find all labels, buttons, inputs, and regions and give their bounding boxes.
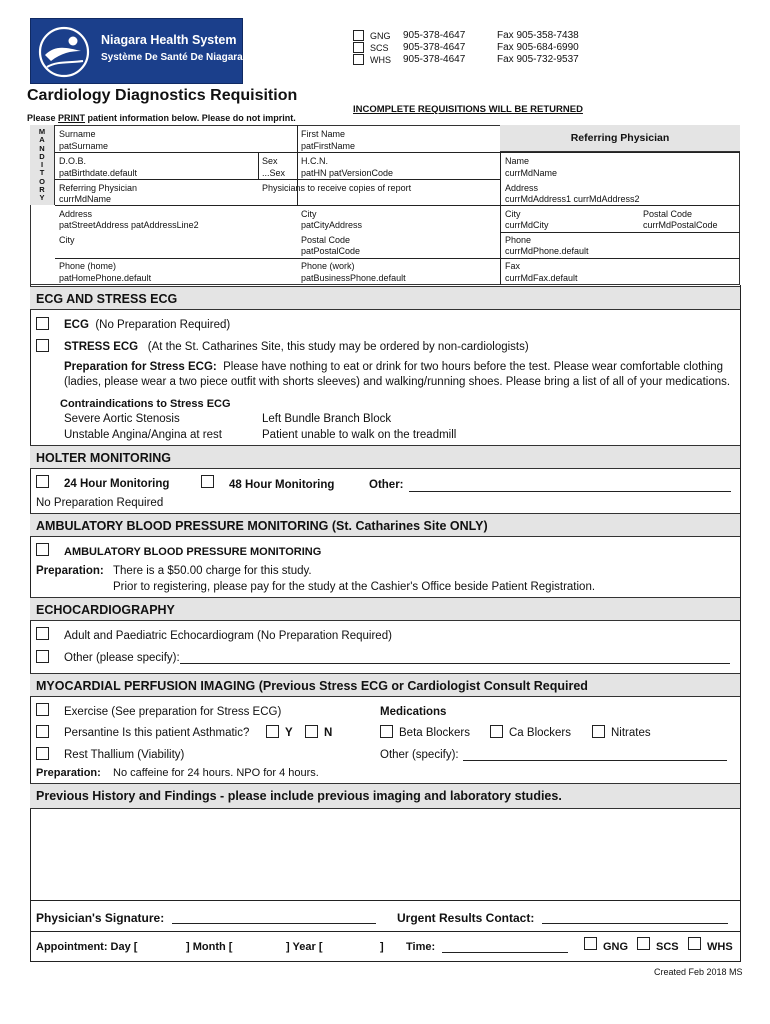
nhs-logo <box>30 18 243 84</box>
sex-field[interactable]: ...Sex <box>262 168 286 178</box>
holter-24-label: 24 Hour Monitoring <box>64 478 170 490</box>
abpm-section-header <box>30 513 740 537</box>
appointment-day-label: Appointment: Day [ <box>36 941 138 953</box>
site-code: SCS <box>370 43 389 53</box>
mpi-persantine-label: Persantine Is this patient Asthmatic? <box>64 727 250 739</box>
footer-whs-checkbox[interactable] <box>688 937 701 950</box>
mpi-exercise-label: Exercise (See preparation for Stress ECG) <box>64 706 282 718</box>
hcn-label: H.C.N. <box>301 156 328 166</box>
mandatory-letter: Y <box>39 193 45 203</box>
ca-blockers-checkbox[interactable] <box>490 725 503 738</box>
abpm-option-label: AMBULATORY BLOOD PRESSURE MONITORING <box>64 546 322 558</box>
appointment-year-label: ] Year [ <box>286 941 323 953</box>
print-notice-pre: Please <box>27 113 59 123</box>
appointment-year-input[interactable] <box>338 938 378 954</box>
city-label: City <box>301 209 317 219</box>
mandatory-letter: O <box>39 176 45 186</box>
footer-scs-checkbox[interactable] <box>637 937 650 950</box>
site-code: GNG <box>370 31 391 41</box>
nitrates-label: Nitrates <box>611 727 651 739</box>
stress-option-rest: (At the St. Catharines Site, this study may be ordered by non-cardiologists) <box>147 341 529 353</box>
holter-24-checkbox[interactable] <box>36 475 49 488</box>
hcn-field[interactable]: patHN patVersionCode <box>301 168 394 178</box>
address-label: Address <box>59 209 93 219</box>
surname-field[interactable]: patSurname <box>59 141 109 151</box>
mpi-section-header <box>30 673 740 697</box>
stress-prep-line1 <box>64 360 723 374</box>
stress-ecg-option <box>64 340 529 354</box>
mpi-exercise-checkbox[interactable] <box>36 703 49 716</box>
stress-prep-line2: (ladies, please wear a two piece outfit with shorts sleeves) and walking/running shoes. Please bring a list of all of your medications. <box>64 376 731 388</box>
address-field[interactable]: patStreetAddress patAddressLine2 <box>59 220 199 230</box>
stress-option-bold: STRESS ECG <box>64 341 139 353</box>
appointment-year-close: ] <box>380 941 384 953</box>
holter-section-title: HOLTER MONITORING <box>36 451 171 465</box>
ecg-option-rest: (No Preparation Required) <box>95 319 231 331</box>
mpi-thallium-label: Rest Thallium (Viability) <box>64 749 185 761</box>
referring-header-text: Referring Physician <box>570 132 670 144</box>
echo-section-header <box>30 597 740 621</box>
mandatory-letter: N <box>39 143 45 153</box>
stress-prep-bold: Preparation for Stress ECG: <box>64 361 217 373</box>
site-code: WHS <box>370 55 391 65</box>
print-notice-post: patient information below. Please do not imprint. <box>85 113 296 123</box>
appointment-month-label: ] Month [ <box>186 941 233 953</box>
print-notice-print: PRINT <box>58 113 86 123</box>
mandatory-letter: A <box>39 135 45 145</box>
site-checkbox-gng[interactable] <box>353 30 364 41</box>
stress-ecg-checkbox[interactable] <box>36 339 49 352</box>
site-checkbox-scs[interactable] <box>353 42 364 53</box>
signature-input[interactable] <box>172 912 376 924</box>
mandatory-letter: D <box>39 151 45 161</box>
echo-section-title: ECHOCARDIOGRAPHY <box>36 603 175 617</box>
created-note: Created Feb 2018 MS <box>654 967 743 977</box>
history-section-header <box>30 783 740 809</box>
holter-noprep: No Preparation Required <box>36 497 164 509</box>
history-textarea[interactable] <box>31 810 739 900</box>
print-notice <box>27 113 296 123</box>
postal-label: Postal Code <box>301 235 351 245</box>
firstname-field[interactable]: patFirstName <box>301 141 356 151</box>
mandatory-letter: T <box>39 168 45 178</box>
refphys-field[interactable]: currMdName <box>59 194 112 204</box>
phone-work-field[interactable]: patBusinessPhone.default <box>301 273 406 283</box>
mpi-persantine-checkbox[interactable] <box>36 725 49 738</box>
asthmatic-yes-checkbox[interactable] <box>266 725 279 738</box>
ecg-option <box>64 318 230 332</box>
beta-blockers-checkbox[interactable] <box>380 725 393 738</box>
city2-label: City <box>59 235 75 245</box>
site-phone: 905-378-4647 <box>403 42 466 53</box>
holter-48-label: 48 Hour Monitoring <box>229 479 335 491</box>
phone-work-label: Phone (work) <box>301 261 355 271</box>
page-title: Cardiology Diagnostics Requisition <box>27 87 298 104</box>
site-checkbox-whs[interactable] <box>353 54 364 65</box>
contra-item: Left Bundle Branch Block <box>262 413 392 425</box>
holter-48-checkbox[interactable] <box>201 475 214 488</box>
mpi-meds-title: Medications <box>380 706 447 718</box>
ref-phone-label: Phone <box>505 235 532 245</box>
contra-item: Severe Aortic Stenosis <box>64 413 180 425</box>
footer-scs-label: SCS <box>656 941 679 953</box>
abpm-prep-label: Preparation: <box>36 565 104 577</box>
dob-label: D.O.B. <box>59 156 87 166</box>
ref-name-label: Name <box>505 156 530 166</box>
ecg-option-bold: ECG <box>64 319 89 331</box>
ecg-section-header <box>30 286 740 310</box>
appointment-time-input[interactable] <box>442 941 568 953</box>
appointment-month-input[interactable] <box>244 938 284 954</box>
referring-header <box>500 125 740 152</box>
site-fax: Fax 905-684-6990 <box>497 42 579 53</box>
ca-blockers-label: Ca Blockers <box>509 727 571 739</box>
ref-fax-field[interactable]: currMdFax.default <box>505 273 578 283</box>
swimmer-logo-icon <box>37 25 91 79</box>
appointment-day-input[interactable] <box>142 938 184 954</box>
phone-home-label: Phone (home) <box>59 261 117 271</box>
echo-adult-checkbox[interactable] <box>36 627 49 640</box>
incomplete-notice: INCOMPLETE REQUISITIONS WILL BE RETURNED <box>353 104 583 115</box>
site-fax: Fax 905-732-9537 <box>497 54 579 65</box>
echo-other-input[interactable] <box>180 652 730 664</box>
sex-label: Sex <box>262 156 278 166</box>
signature-label: Physician's Signature: <box>36 911 165 925</box>
holter-other-input[interactable] <box>409 480 731 492</box>
mpi-prep-text: No caffeine for 24 hours. NPO for 4 hours. <box>113 767 319 779</box>
mandatory-bar <box>30 125 55 205</box>
copies-label: Physicians to receive copies of report <box>262 183 412 193</box>
mpi-thallium-checkbox[interactable] <box>36 747 49 760</box>
holter-section-header <box>30 445 740 469</box>
phone-home-field[interactable]: patHomePhone.default <box>59 273 152 283</box>
footer-whs-label: WHS <box>707 941 733 953</box>
appointment-time-label: Time: <box>406 941 436 953</box>
contra-item: Unstable Angina/Angina at rest <box>64 429 222 441</box>
logo-name-fr: Système De Santé De Niagara <box>101 52 243 63</box>
contra-title: Contraindications to Stress ECG <box>60 398 231 410</box>
dob-field[interactable]: patBirthdate.default <box>59 168 138 178</box>
firstname-label: First Name <box>301 129 346 139</box>
contra-item: Patient unable to walk on the treadmill <box>262 429 457 441</box>
mandatory-letter: M <box>38 127 46 136</box>
abpm-prep-line1: There is a $50.00 charge for this study. <box>113 565 312 577</box>
ecg-section-title: ECG AND STRESS ECG <box>36 292 178 306</box>
asthmatic-no-checkbox[interactable] <box>305 725 318 738</box>
abpm-checkbox[interactable] <box>36 543 49 556</box>
mandatory-letter: I <box>40 160 44 170</box>
nitrates-checkbox[interactable] <box>592 725 605 738</box>
beta-blockers-label: Beta Blockers <box>399 727 470 739</box>
ref-city-label: City <box>505 209 521 219</box>
site-phone: 905-378-4647 <box>403 30 466 41</box>
site-fax: Fax 905-358-7438 <box>497 30 579 41</box>
stress-prep-text: Please have nothing to eat or drink for two hours before the test. Please wear comfortable clothing <box>223 361 724 373</box>
echo-other-label: Other (please specify): <box>64 652 180 664</box>
postal-field[interactable]: patPostalCode <box>301 246 361 256</box>
mpi-other-input[interactable] <box>463 749 727 761</box>
mpi-prep-label: Preparation: <box>36 767 101 779</box>
mandatory-letters <box>30 128 54 203</box>
ref-postal-label: Postal Code <box>643 209 693 219</box>
ref-address-label: Address <box>505 183 539 193</box>
surname-label: Surname <box>59 129 96 139</box>
ref-phone-field[interactable]: currMdPhone.default <box>505 246 589 256</box>
urgent-contact-label: Urgent Results Contact: <box>397 911 535 925</box>
abpm-prep-line2: Prior to registering, please pay for the study at the Cashier's Office beside Patient Registration. <box>113 581 596 593</box>
ecg-checkbox[interactable] <box>36 317 49 330</box>
footer-gng-checkbox[interactable] <box>584 937 597 950</box>
history-section-title: Previous History and Findings - please include previous imaging and laboratory studies. <box>36 789 562 803</box>
logo-name-en: Niagara Health System <box>101 33 237 47</box>
abpm-section-title: AMBULATORY BLOOD PRESSURE MONITORING (St. Catharines Site ONLY) <box>36 519 488 533</box>
asthmatic-no-label: N <box>324 727 333 739</box>
urgent-contact-input[interactable] <box>542 912 728 924</box>
asthmatic-yes-label: Y <box>285 727 293 739</box>
footer-gng-label: GNG <box>603 941 629 953</box>
mpi-other-label: Other (specify): <box>380 749 459 761</box>
site-phone: 905-378-4647 <box>403 54 466 65</box>
holter-other-label: Other: <box>369 479 404 491</box>
city-field[interactable]: patCityAddress <box>301 220 363 230</box>
ref-postal-field[interactable]: currMdPostalCode <box>643 220 718 230</box>
mandatory-letter: R <box>39 185 45 195</box>
refphys-label: Referring Physician <box>59 183 138 193</box>
ref-fax-label: Fax <box>505 261 521 271</box>
echo-other-checkbox[interactable] <box>36 650 49 663</box>
ref-address-field[interactable]: currMdAddress1 currMdAddress2 <box>505 194 640 204</box>
mpi-section-title: MYOCARDIAL PERFUSION IMAGING (Previous Stress ECG or Cardiologist Consult Required <box>36 679 588 693</box>
echo-adult-label: Adult and Paediatric Echocardiogram (No Preparation Required) <box>64 630 392 642</box>
ref-name-field[interactable]: currMdName <box>505 168 558 178</box>
ref-city-field[interactable]: currMdCity <box>505 220 549 230</box>
